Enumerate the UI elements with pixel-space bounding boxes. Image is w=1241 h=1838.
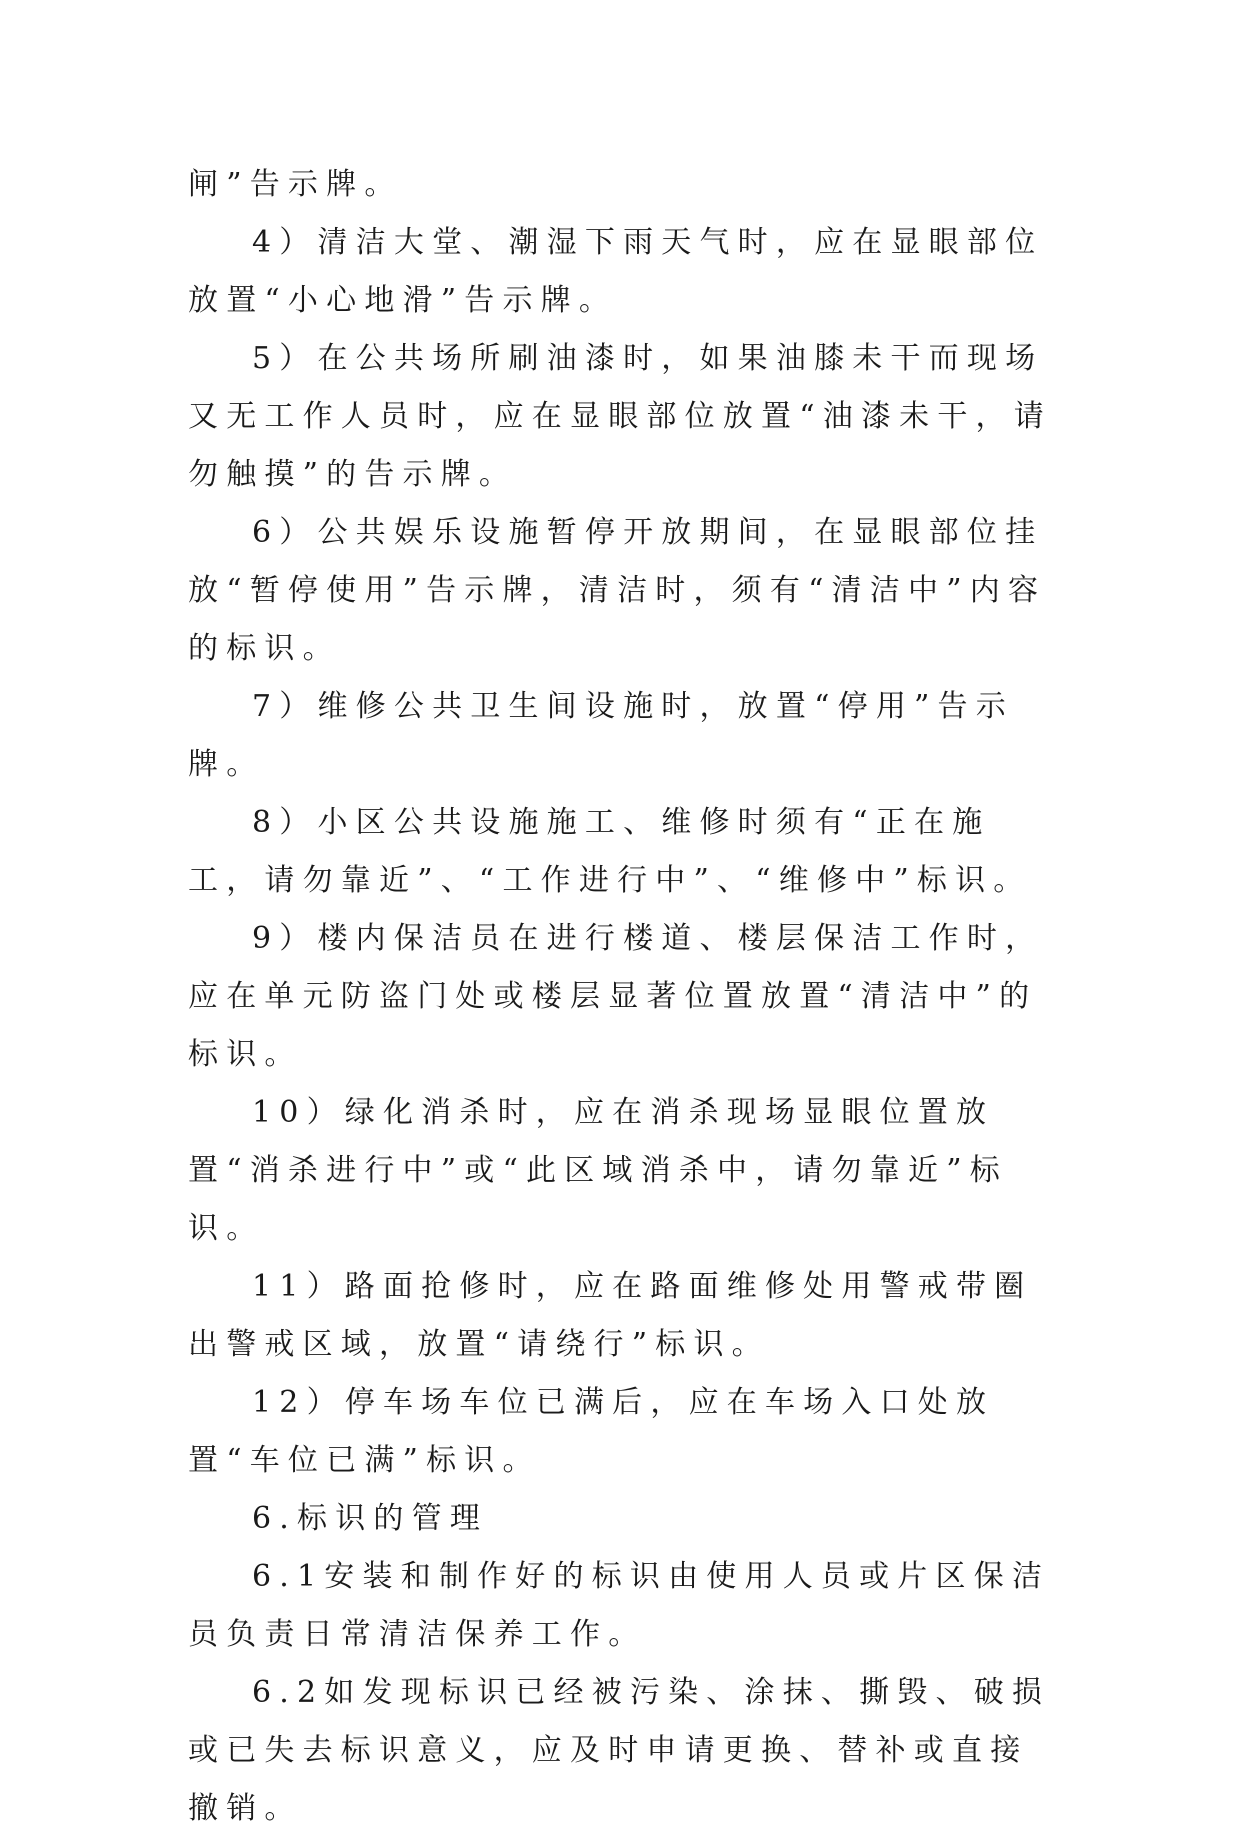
paragraph-item-4: 4）清洁大堂、潮湿下雨天气时，应在显眼部位放置“小心地滑”告示牌。: [188, 225, 1044, 318]
paragraph-item-7: 7）维修公共卫生间设施时，放置“停用”告示牌。: [188, 689, 1014, 782]
paragraph-item-5: 5）在公共场所刷油漆时，如果油膝未干而现场又无工作人员时，应在显眼部位放置“油漆未干，请勿触摸”的告示牌。: [188, 341, 1052, 492]
paragraph-item-10: 10）绿化消杀时，应在消杀现场显眼位置放置“消杀进行中”或“此区域消杀中，请勿靠近”标识。: [188, 1095, 1008, 1246]
paragraph-continuation: 闸”告示牌。: [188, 167, 403, 202]
document-body: [188, 156, 1058, 1838]
section-heading-6: 6.标识的管理: [252, 1501, 489, 1536]
paragraph-item-8: 8）小区公共设施施工、维修时须有“正在施工，请勿靠近”、“工作进行中”、“维修中”标识。: [188, 805, 1032, 898]
paragraph-item-11: 11）路面抢修时，应在路面维修处用警戒带圈出警戒区域，放置“请绕行”标识。: [188, 1269, 1033, 1362]
paragraph-item-12: 12）停车场车位已满后，应在车场入口处放置“车位已满”标识。: [188, 1385, 995, 1478]
paragraph-item-6: 6）公共娱乐设施暂停开放期间，在显眼部位挂放“暂停使用”告示牌，清洁时，须有“清洁中”内容的标识。: [188, 515, 1047, 666]
paragraph-6-2: 6.2如发现标识已经被污染、涂抹、撕毁、破损或已失去标识意义，应及时申请更换、替补或直接撤销。: [188, 1675, 1051, 1826]
paragraph-6-1: 6.1安装和制作好的标识由使用人员或片区保洁员负责日常清洁保养工作。: [188, 1559, 1051, 1652]
paragraph-item-9: 9）楼内保洁员在进行楼道、楼层保洁工作时，应在单元防盗门处或楼层显著位置放置“清洁中”的标识。: [188, 921, 1044, 1072]
